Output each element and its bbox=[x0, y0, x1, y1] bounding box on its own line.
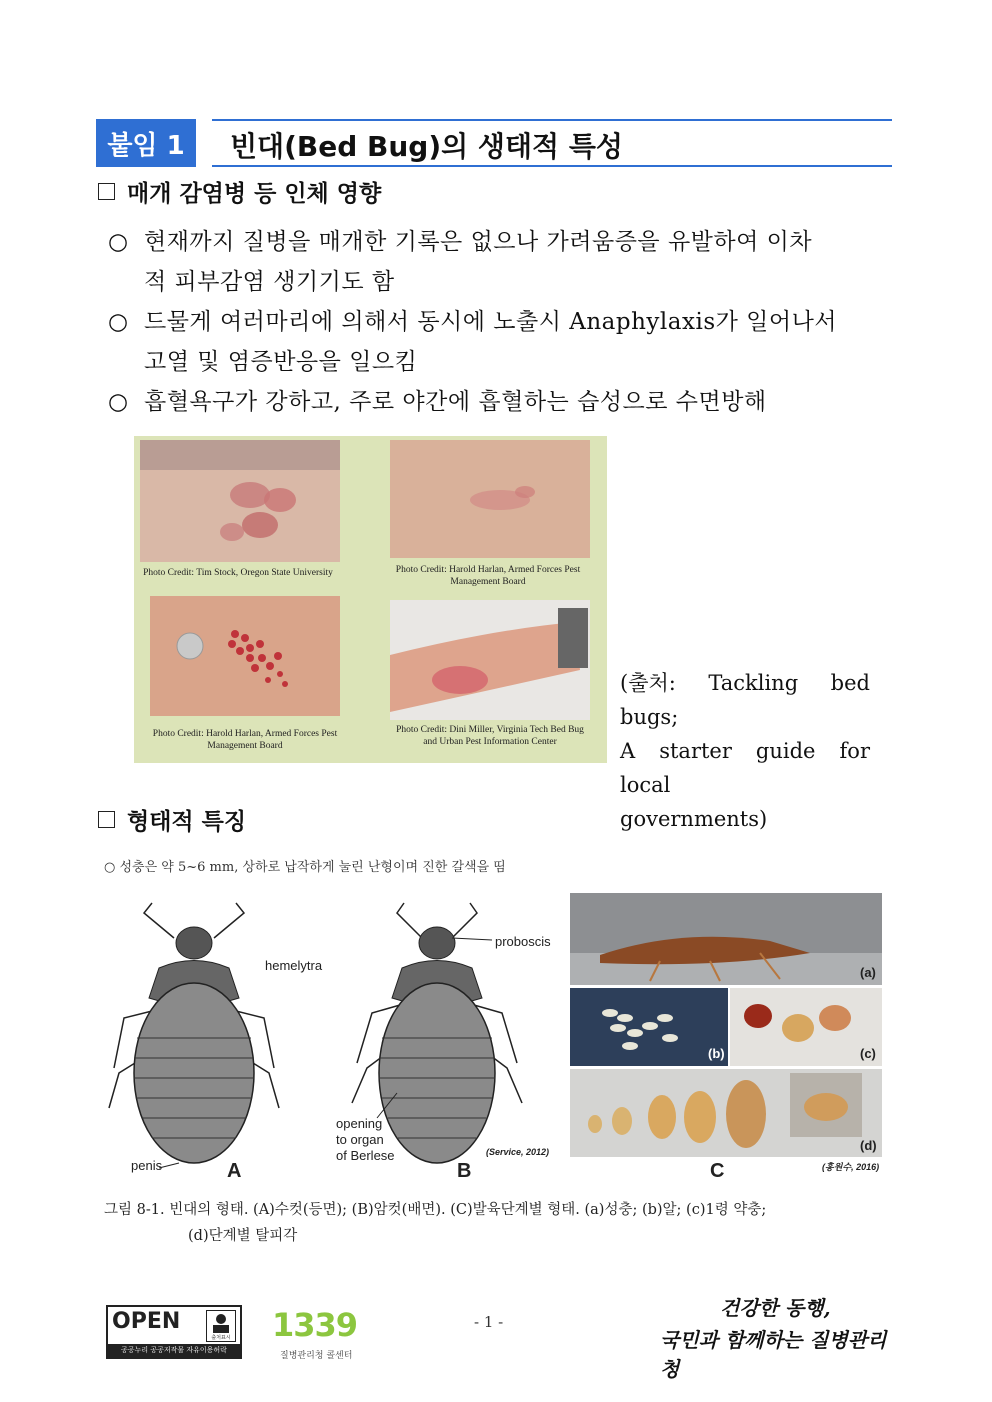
label-proboscis: proboscis bbox=[495, 934, 551, 949]
bullet-line: 드물게 여러마리에 의해서 동시에 노출시 Anaphylaxis가 일어나서 bbox=[144, 309, 838, 335]
photo-credit: Photo Credit: Dini Miller, Virginia Tech Bed Bug and Urban Pest Information Center bbox=[396, 725, 584, 747]
circle-bullet-icon: ○ bbox=[108, 309, 129, 335]
photo-credit: Photo Credit: Harold Harlan, Armed Forces Pest Management Board bbox=[395, 565, 581, 587]
morphology-bullet: ○ 성충은 약 5~6 mm, 상하로 납작하게 눌린 난형이며 진한 갈색을 띰 bbox=[104, 860, 506, 875]
attribution-icon bbox=[206, 1310, 236, 1342]
circle-bullet-icon: ○ bbox=[108, 229, 129, 255]
section-heading-2 bbox=[98, 803, 246, 836]
bullet-line: 현재까지 질병을 매개한 기록은 없으나 가려움증을 유발하여 이차 bbox=[144, 229, 813, 255]
logo-sub: 질병관리청 콜센터 bbox=[280, 1351, 353, 1361]
title-box bbox=[212, 119, 892, 167]
bite-photo-forearm bbox=[390, 600, 590, 720]
source-line: A starter guide for local bbox=[620, 739, 870, 797]
label-opening: opening bbox=[336, 1116, 383, 1131]
open-sub-text: 공공누리 공공저작물 자유이용허락 bbox=[108, 1344, 240, 1357]
molts-photo bbox=[570, 1069, 882, 1157]
photo-label-d: (d) bbox=[860, 1138, 877, 1153]
male-dorsal-illustration bbox=[104, 898, 284, 1188]
caption-line: 그림 8-1. 빈대의 형태. (A)수컷(등면); (B)암컷(배면). (C)발육단계별 형태. (a)성충; (b)알; (c)1령 약충; bbox=[104, 1202, 767, 1218]
slogan-line-1: 건강한 동행, bbox=[720, 1296, 831, 1320]
call-center-logo bbox=[272, 1306, 368, 1362]
photo-label-a: (a) bbox=[860, 965, 876, 980]
label-berlese-organ bbox=[336, 1116, 395, 1164]
bite-photo-arm-coin bbox=[150, 596, 340, 716]
photo-credit: Photo Credit: Harold Harlan, Armed Forces Pest Management Board bbox=[152, 729, 338, 751]
bullet-line: 흡혈욕구가 강하고, 주로 야간에 흡혈하는 습성으로 수면방해 bbox=[144, 389, 767, 415]
bullet-item bbox=[108, 302, 908, 382]
caption-line: (d)단계별 탈피각 bbox=[188, 1228, 298, 1244]
attachment-tag: 붙임 1 bbox=[96, 119, 196, 167]
developmental-stages-photos bbox=[570, 893, 882, 1157]
bullet-line: 고열 및 염증반응을 일으킴 bbox=[144, 349, 418, 375]
slogan-line-2: 국민과 함께하는 질병관리청 bbox=[660, 1328, 887, 1381]
figure-source-service: (Service, 2012) bbox=[486, 1147, 550, 1157]
title-top-rule bbox=[212, 119, 892, 121]
section-heading-1 bbox=[98, 175, 381, 208]
label-to-organ: to organ bbox=[336, 1132, 384, 1147]
figure-label-b: B bbox=[457, 1160, 472, 1182]
open-text: OPEN bbox=[112, 1309, 181, 1334]
label-of-berlese: of Berlese bbox=[336, 1148, 395, 1163]
bite-photo-skin bbox=[390, 440, 590, 558]
label-penis: penis bbox=[131, 1158, 163, 1173]
photo-credit: Photo Credit: Tim Stock, Oregon State University bbox=[143, 568, 333, 578]
title-bottom-rule bbox=[212, 165, 892, 167]
bullet-line: 적 피부감염 생기기도 함 bbox=[144, 269, 395, 295]
figure-source-c: (홍원수, 2016) bbox=[822, 1162, 880, 1172]
adult-photo bbox=[570, 893, 882, 985]
page-title: 빈대(Bed Bug)의 생태적 특성 bbox=[230, 130, 623, 163]
figure-label-a: A bbox=[227, 1160, 242, 1182]
agency-slogan bbox=[660, 1292, 890, 1381]
section-heading-1-text: 매개 감염병 등 인체 영향 bbox=[127, 181, 382, 207]
circle-bullet-icon: ○ bbox=[108, 389, 129, 415]
label-hemelytra: hemelytra bbox=[265, 958, 323, 973]
photo-label-b: (b) bbox=[708, 1046, 725, 1061]
open-license-logo bbox=[106, 1305, 242, 1359]
photo-label-c: (c) bbox=[860, 1046, 876, 1061]
source-line: (출처: Tackling bed bugs; bbox=[620, 671, 870, 729]
source-line: governments) bbox=[620, 807, 768, 831]
figure-caption bbox=[104, 1197, 890, 1249]
bite-photo-leg bbox=[140, 440, 340, 562]
square-bullet-icon bbox=[98, 183, 115, 200]
image-source bbox=[620, 666, 870, 836]
logo-number: 1339 bbox=[272, 1306, 358, 1344]
open-badge-text: 출처표시 bbox=[211, 1335, 231, 1341]
bullet-item bbox=[108, 222, 908, 302]
figure-label-c: C bbox=[710, 1160, 725, 1182]
section-heading-2-text: 형태적 특징 bbox=[127, 809, 247, 835]
bullet-item bbox=[108, 382, 908, 422]
square-bullet-icon bbox=[98, 811, 115, 828]
eggs-photo bbox=[570, 988, 728, 1066]
page-number: - 1 - bbox=[474, 1313, 504, 1331]
bite-photo-collage bbox=[134, 436, 607, 763]
